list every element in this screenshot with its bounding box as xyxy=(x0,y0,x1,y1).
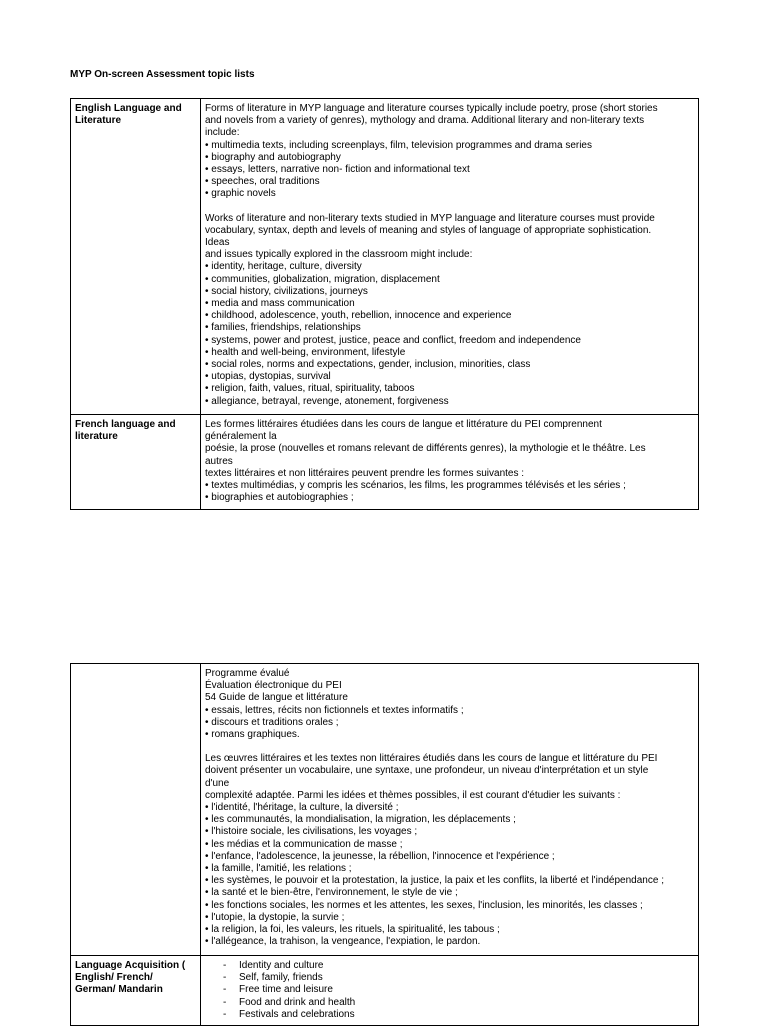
text-line: • biography and autobiography xyxy=(205,151,341,163)
text-line: • biographies et autobiographies ; xyxy=(205,492,354,504)
text-line: • la santé et le bien-être, l'environnement, le style de vie ; xyxy=(205,887,458,899)
text-line: • identity, heritage, culture, diversity xyxy=(205,261,362,273)
paragraph xyxy=(205,213,693,408)
text-line: Les formes littéraires étudiées dans les cours de langue et littérature du PEI comprennent xyxy=(205,419,602,430)
paragraph xyxy=(205,668,693,741)
paragraph xyxy=(205,419,693,504)
paragraph xyxy=(205,103,693,201)
text-line: • textes multimédias, y compris les scénarios, les films, les programmes télévisés et les séries ; xyxy=(205,480,626,492)
text-line: • social history, civilizations, journeys xyxy=(205,285,368,297)
list-item: - Free time and leisure xyxy=(223,984,693,996)
text-line: • religion, faith, values, ritual, spirituality, taboos xyxy=(205,383,415,395)
text-line: • l'histoire sociale, les civilisations, les voyages ; xyxy=(205,826,418,838)
text-line: Programme évalué xyxy=(205,668,290,679)
table-row-language-acquisition xyxy=(71,956,699,1026)
text-line: • essais, lettres, récits non fictionnels et textes informatifs ; xyxy=(205,704,464,716)
text-line: doivent présenter un vocabulaire, une syntaxe, une profondeur, un niveau d'interprétation et un style xyxy=(205,765,649,777)
text-line: • l'identité, l'héritage, la culture, la diversité ; xyxy=(205,802,399,814)
text-line: • speeches, oral traditions xyxy=(205,176,320,188)
text-line: 54 Guide de langue et littérature xyxy=(205,692,348,704)
text-line: • media and mass communication xyxy=(205,298,355,310)
paragraph xyxy=(205,753,693,948)
subject-cell: Language Acquisition ( English/ French/ German/ Mandarin xyxy=(71,956,201,1026)
text-line: • la religion, la foi, les valeurs, les rituels, la spiritualité, les tabous ; xyxy=(205,924,500,936)
content-cell xyxy=(201,956,699,1026)
text-line: Forms of literature in MYP language and literature courses typically include poetry, prose (short stories xyxy=(205,103,658,114)
content-cell xyxy=(201,415,699,510)
text-line: • childhood, adolescence, youth, rebellion, innocence and experience xyxy=(205,310,512,322)
content-cell xyxy=(201,99,699,415)
list-item: - Festivals and celebrations xyxy=(223,1009,693,1021)
text-line: complexité adaptée. Parmi les idées et thèmes possibles, il est courant d'étudier les suivants : xyxy=(205,789,621,801)
topic-table-1 xyxy=(70,98,699,510)
text-line: • systems, power and protest, justice, peace and conflict, freedom and independence xyxy=(205,334,581,346)
list-item: - Food and drink and health xyxy=(223,997,693,1009)
text-line: Ideas xyxy=(205,237,230,249)
content-cell xyxy=(201,664,699,956)
text-line: Les œuvres littéraires et les textes non littéraires étudiés dans les cours de langue et littérature du PEI xyxy=(205,753,658,765)
topic-table-2 xyxy=(70,663,699,1026)
text-line: • les communautés, la mondialisation, la migration, les déplacements ; xyxy=(205,814,516,826)
subject-cell: English Language and Literature xyxy=(71,99,201,415)
text-line: • communities, globalization, migration, displacement xyxy=(205,273,440,285)
text-line: d'une xyxy=(205,777,230,789)
text-line: • la famille, l'amitié, les relations ; xyxy=(205,863,352,875)
text-line: Works of literature and non-literary texts studied in MYP language and literature courses must provide xyxy=(205,212,655,224)
text-line: and issues typically explored in the classroom might include: xyxy=(205,249,473,261)
text-line: and novels from a variety of genres), mythology and drama. Additional literary and non-literary texts xyxy=(205,115,645,127)
list-item: - Self, family, friends xyxy=(223,972,693,984)
text-line: • social roles, norms and expectations, gender, inclusion, minorities, class xyxy=(205,359,531,371)
table-row-french xyxy=(71,415,699,510)
text-line: généralement la xyxy=(205,431,277,443)
text-line: • romans graphiques. xyxy=(205,729,300,741)
text-line: Évaluation électronique du PEI xyxy=(205,680,342,692)
text-line: • graphic novels xyxy=(205,188,276,200)
table-row-english xyxy=(71,99,699,415)
subject-cell xyxy=(71,664,201,956)
text-line: • l'utopie, la dystopie, la survie ; xyxy=(205,911,345,923)
text-line: • les fonctions sociales, les normes et les attentes, les sexes, l'inclusion, les minorités, les classes ; xyxy=(205,899,643,911)
text-line: • families, friendships, relationships xyxy=(205,322,361,334)
document-title: MYP On-screen Assessment topic lists xyxy=(70,69,255,80)
text-line: • l'enfance, l'adolescence, la jeunesse, la rébellion, l'innocence et l'expérience ; xyxy=(205,850,555,862)
table-row-french-continued xyxy=(71,664,699,956)
text-line: • utopias, dystopias, survival xyxy=(205,371,331,383)
text-line: • essays, letters, narrative non- fiction and informational text xyxy=(205,164,470,176)
text-line: include: xyxy=(205,127,240,139)
text-line: textes littéraires et non littéraires peuvent prendre les formes suivantes : xyxy=(205,467,525,479)
text-line: • discours et traditions orales ; xyxy=(205,716,339,728)
text-line: poésie, la prose (nouvelles et romans relevant de différents genres), la mythologie et le théâtre. Les xyxy=(205,443,646,455)
list-item: - Identity and culture xyxy=(223,960,693,972)
text-line: • l'allégeance, la trahison, la vengeance, l'expiation, le pardon. xyxy=(205,936,481,948)
text-line: • health and well-being, environment, lifestyle xyxy=(205,346,406,358)
subject-cell: French language and literature xyxy=(71,415,201,510)
text-line: • multimedia texts, including screenplays, film, television programmes and drama series xyxy=(205,139,592,151)
text-line: • les médias et la communication de masse ; xyxy=(205,838,403,850)
text-line: • les systèmes, le pouvoir et la protestation, la justice, la paix et les conflits, la liberté et l'indépendance ; xyxy=(205,875,664,887)
text-line: autres xyxy=(205,455,233,467)
text-line: • allegiance, betrayal, revenge, atonement, forgiveness xyxy=(205,395,449,407)
text-line: vocabulary, syntax, depth and levels of meaning and styles of language of appropriate sophistication. xyxy=(205,224,652,236)
topic-list xyxy=(205,960,693,1021)
